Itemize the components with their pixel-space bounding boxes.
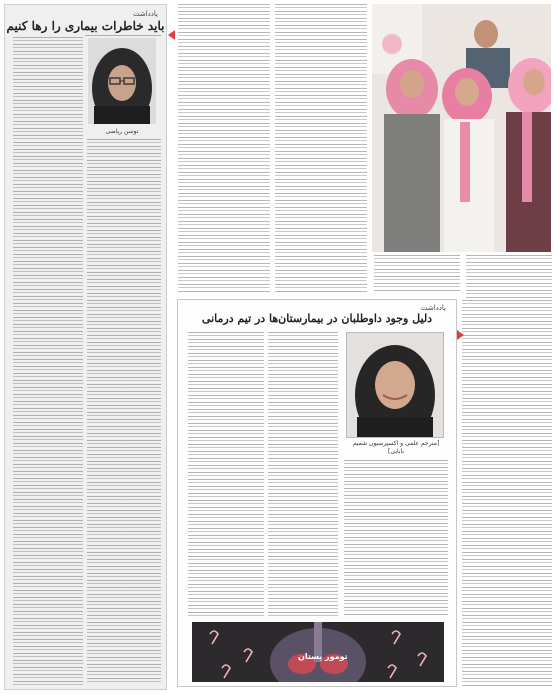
- left-article-pointer: [168, 30, 175, 40]
- inset-article-title: دلیل وجود داوطلبان در بیمارستان‌ها در تیم درمانی: [201, 312, 433, 325]
- left-article-body-right: [85, 35, 161, 37]
- left-article-body-right-column: [13, 37, 83, 685]
- center-right-text-column: [275, 4, 367, 294]
- inset-middle-column: [268, 332, 338, 616]
- left-article-body-lower: [87, 139, 161, 685]
- inset-author-caption: [مترجم علمی و اکسپرسیون شمیم بابایی]: [352, 440, 440, 455]
- inset-article-box: [177, 299, 457, 687]
- inset-right-column-lower: [344, 460, 448, 616]
- inset-left-column: [188, 332, 264, 616]
- right-text-column: [462, 300, 552, 686]
- author-name-caption: توسن ریاضی: [105, 128, 139, 135]
- photo-caption-text: [374, 255, 460, 291]
- right-upper-short-column: [466, 255, 552, 300]
- center-left-text-column: [178, 4, 270, 294]
- group-photo: [372, 4, 551, 252]
- inset-author-photo: [346, 332, 444, 438]
- left-article-title: باید خاطرات بیماری را رها کنیم: [6, 19, 165, 33]
- inset-article-pointer: [457, 330, 464, 340]
- author-portrait-photo: [88, 38, 156, 124]
- inset-article-kicker: یادداشت: [421, 304, 446, 312]
- left-article-kicker: یادداشت: [133, 10, 158, 18]
- left-sidebar-article: [4, 4, 167, 690]
- tumor-graphic-label: تومور پستان: [298, 652, 348, 661]
